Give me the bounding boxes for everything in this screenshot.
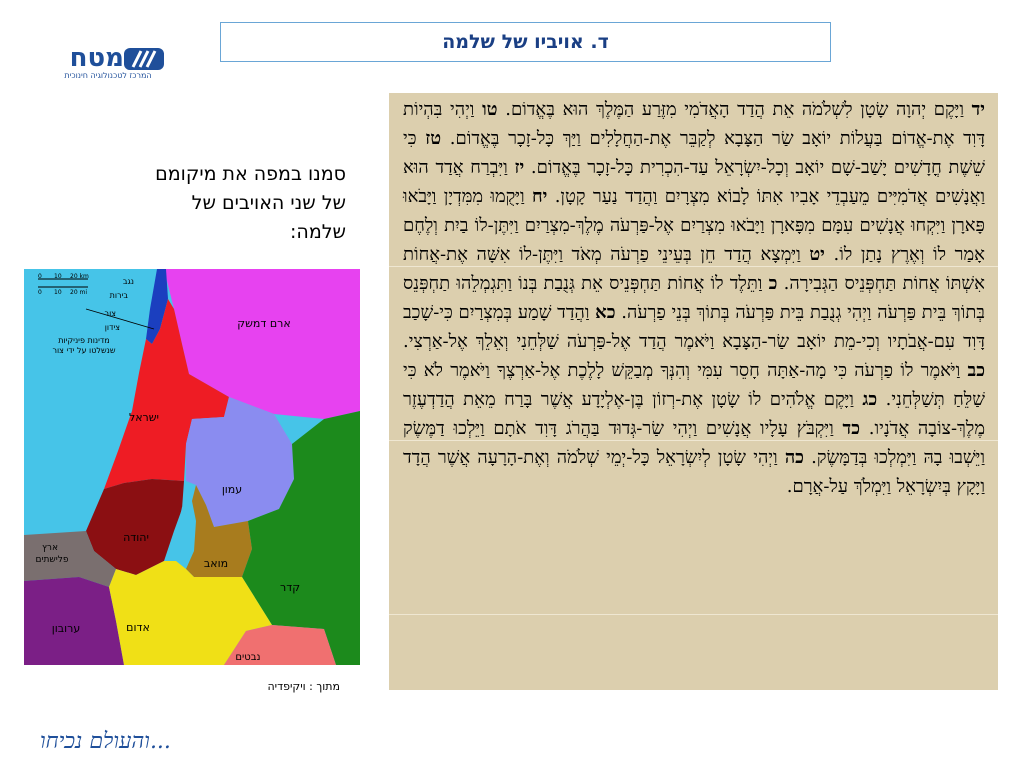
legend-label-tyre: צור [104, 309, 116, 318]
verse-text: וַיְהִי שָׂטָן לְיִשְׂרָאֵל כָּל-יְמֵי שְׁלֹמֹה וְאֶת-הָרָעָה אֲשֶׁר הֲדָד וַיָּקָץ בְּיִשְׂרָאֵל וַיִּמְלֹךְ עַל-אֲרָם. [403, 447, 985, 497]
slide-title-text: ד. אויביו של שלמה [442, 31, 609, 53]
verse-text: וַיִּקְבֹּץ עָלָיו אֲנָשִׁים וַיְהִי שַׂר-גְּדוּד בַּהֲרֹג דָּוִד אֹתָם וַיֵּלְכוּ דַמֶּשֶׂק וַיֵּשְׁבוּ בָהּ וַיִּמְלְכוּ בְּדַמָּשֶׂק. [403, 418, 985, 468]
legend-label-phoenician-states: מדינות פיניקיות [58, 336, 110, 345]
matach-logo [52, 44, 164, 84]
verse-number: יד [971, 99, 986, 120]
region-label-nabateans: נבטים [235, 652, 261, 663]
legend-label-sidon: צידון [104, 323, 120, 332]
verse-text: וַיִּמְצָא הֲדַד חֵן בְּעֵינֵי פַרְעֹה מְאֹד וַיִּתֶּן-לוֹ אִשָּׁה אֶת-אֲחוֹת אִשְׁתּוֹ אֲחוֹת תַּחְפְּנֵיס הַגְּבִירָה. [403, 244, 985, 294]
region-label-judah: יהודה [123, 531, 149, 544]
logo-tagline: המרכז לטכנולוגיה חינוכית [64, 71, 152, 80]
verse [505, 99, 985, 120]
scale-label-mi-10: 10 [54, 289, 62, 296]
map-instruction: סמנו במפה את מיקומם של שני האויבים של שלמה: [155, 163, 346, 243]
map-region-egypt [24, 577, 124, 665]
verse-text: וַיִּבְרַח אֲדַד הוּא וַאֲנָשִׁים אֲדֹמִיִּים מֵעַבְדֵי אָבִיו אִתּוֹ לָבוֹא מִצְרָיִם וַהֲדַד נַעַר קָטָן. [403, 157, 985, 207]
verse-text: וַיְהִי בִּהְיוֹת דָּוִד אֶת-אֱדוֹם בַּעֲלוֹת יוֹאָב שַׂר הַצָּבָא לְקַבֵּר אֶת-הַחֲלָלִים וַיַּךְ כָּל-זָכָר בֶּאֱדוֹם. [403, 99, 985, 149]
scale-label-mi-20: 20 mi [70, 289, 88, 296]
verse-text: וַיָּקֻמוּ מִמִּדְיָן וַיָּבֹאוּ פָּארָן וַיִּקְחוּ אֲנָשִׁים עִמָּם מִפָּארָן וַיָּבֹאוּ מִצְרַיִם אֶל-פַּרְעֹה מֶלֶךְ-מִצְרַיִם וַיִּתֶּן-לוֹ בַיִת וְלֶחֶם אָמַר לוֹ וְאֶרֶץ נָתַן לוֹ. [403, 186, 985, 265]
legend-label-beirut: בירות [109, 291, 128, 300]
verse-text: כִּי שֵׁשֶׁת חֳדָשִׁים יָשַׁב-שָׁם יוֹאָב וְכָל-יִשְׂרָאֵל עַד-הִכְרִית כָּל-זָכָר בֶּאֱדוֹם. [403, 128, 985, 178]
verse-number: כג [862, 389, 878, 410]
verse-number: כ [768, 273, 778, 294]
verse-text: וַתֵּלֶד לוֹ אֲחוֹת תַּחְפְּנֵיס אֵת גְּנֻבַת בְּנוֹ וַתִּגְמְלֵהוּ תַחְפְּנֵס בְּתוֹךְ בֵּית פַּרְעֹה וַיְהִי גְנֻבַת בֵּית פַּרְעֹה בְּתוֹךְ בְּנֵי פַרְעֹה. [403, 273, 985, 323]
verse-number: יח [531, 186, 548, 207]
logo-stripes-icon [124, 48, 164, 70]
region-label-kedar: קדר [279, 581, 301, 594]
footer-logo [40, 728, 171, 754]
verses-body [403, 95, 985, 501]
panel-divider [389, 614, 998, 615]
verse-number: כד [842, 418, 860, 439]
region-label-aram: ארם דמשק [237, 317, 291, 330]
scale-label-km-0: 0 [38, 273, 42, 280]
region-label-philistia-line1: ארץ [42, 543, 58, 553]
verse-text: וַיָּקֶם אֱלֹהִים לוֹ שָׂטָן אֶת-רְזוֹן בֶּן-אֶלְיָדָע אֲשֶׁר בָּרַח מֵאֵת הֲדַדְעֶזֶר מֶלֶךְ-צוֹבָה אֲדֹנָיו. [403, 389, 985, 439]
verse-number: טז [425, 128, 442, 149]
scale-label-mi-0: 0 [38, 289, 42, 296]
scale-label-km-10: 10 [54, 273, 62, 280]
verse-number: כא [595, 302, 616, 323]
verse-number: יט [809, 244, 825, 265]
logo-name: מטח [69, 43, 124, 73]
slide-title [220, 22, 831, 62]
region-label-philistia-line2: פלישתים [35, 555, 69, 565]
footer-slogan: והעולם נכיחו... [40, 729, 171, 754]
scale-label-km-20: 20 km [70, 273, 89, 280]
legend-label-ruled-by-tyre: שנשלטו על ידי צור [52, 346, 116, 355]
verse-text: וַיֹּאמֶר לוֹ פַרְעֹה כִּי מָה-אַתָּה חָסֵר עִמִּי וְהִנְּךָ מְבַקֵּשׁ לָלֶכֶת אֶל-אַרְצֶךָ וַיֹּאמֶר לֹא כִּי שַׁלֵּחַ תְּשַׁלְּחֵנִי. [403, 360, 985, 410]
verse-number: טו [482, 99, 498, 120]
verse-text: וַהֲדַד שָׁמַע בְּמִצְרַיִם כִּי-שָׁכַב דָּוִד עִם-אֲבֹתָיו וְכִי-מֵת יוֹאָב שַׂר-הַצָּבָא וַיֹּאמֶר הֲדַד אֶל-פַּרְעֹה שַׁלְּחֵנִי וְאֵלֵךְ אֶל-אַרְצִי. [403, 302, 985, 352]
bible-text-panel [389, 93, 998, 690]
region-label-ammon: עמון [221, 483, 243, 496]
legend-label-negev: נגב [122, 277, 134, 286]
verse-number: יז [514, 157, 525, 178]
source-credit: מתוך : ויקיפדיה [267, 680, 340, 693]
region-label-israel: ישראל [128, 411, 160, 424]
kingdoms-map [24, 269, 360, 665]
region-label-egypt: ערובון [51, 622, 81, 635]
verse-number: כה [784, 447, 804, 468]
region-label-moab: מואב [203, 557, 229, 570]
region-label-edom: אדום [126, 621, 150, 634]
verse-number: כב [967, 360, 985, 381]
verse-text: וַיָּקֶם יְהוָה שָׂטָן לִשְׁלֹמֹה אֵת הֲדַד הָאֲדֹמִי מִזֶּרַע הַמֶּלֶךְ הוּא בֶּאֱדוֹם. [505, 99, 964, 120]
